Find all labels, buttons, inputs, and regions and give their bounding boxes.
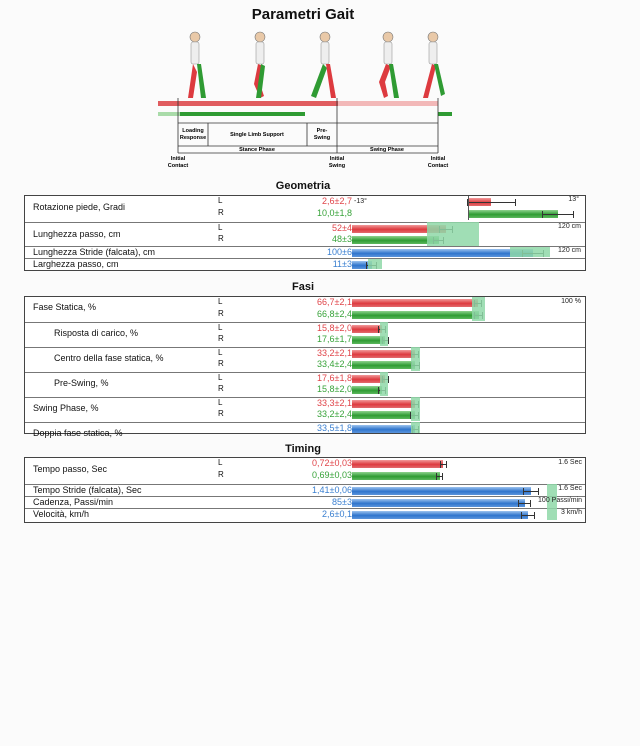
- walking-figure-icon: [254, 32, 265, 98]
- error-bar: [542, 214, 574, 215]
- row-plot: [352, 458, 585, 470]
- zero-line: [468, 196, 469, 220]
- side-label: L: [218, 373, 223, 382]
- row-value: 10,0±1,8: [317, 208, 352, 218]
- row-value: 33,2±2,1: [317, 348, 352, 358]
- row-label: Lunghezza Stride (falcata), cm: [33, 247, 156, 257]
- data-row: [25, 384, 585, 396]
- row-value: 100±6: [327, 247, 352, 257]
- timing-panel: [24, 457, 586, 523]
- row-label: Risposta di carico, %: [54, 328, 139, 338]
- normal-band: [380, 372, 388, 396]
- swing-phase-label: Swing Phase: [370, 147, 404, 153]
- side-label: R: [218, 384, 224, 393]
- left-swing-bar: [338, 101, 438, 106]
- section-title-fasi: Fasi: [291, 281, 314, 293]
- normal-band: [368, 259, 382, 269]
- scale-max-label: 100 %: [561, 298, 581, 305]
- bar-right: [352, 411, 415, 419]
- section-title-geometria: Geometria: [275, 180, 331, 192]
- side-label: L: [218, 458, 223, 467]
- side-label: L: [218, 223, 223, 232]
- walking-figure-icon: [188, 32, 206, 98]
- data-row: [25, 258, 585, 271]
- scale-min-label: -13°: [354, 198, 367, 205]
- row-value: 33,4±2,4: [317, 359, 352, 369]
- right-stance-bar: [180, 112, 305, 116]
- row-value: 0,69±0,03: [312, 470, 352, 480]
- row-plot: [352, 259, 585, 271]
- phase-loading-response-label: Loading Response: [179, 128, 207, 141]
- data-row: [25, 508, 585, 521]
- bar-left: [352, 400, 415, 408]
- data-row: [25, 470, 585, 482]
- data-row: [25, 334, 585, 346]
- row-label: Doppia fase statica, %: [33, 428, 123, 438]
- side-label: R: [218, 359, 224, 368]
- side-label: R: [218, 208, 224, 217]
- event-initial-swing-label: Initial Swing: [328, 156, 346, 169]
- data-row: [25, 297, 585, 312]
- row-plot: [352, 470, 585, 482]
- normal-band: [472, 297, 484, 321]
- row-value: 33,2±2,4: [317, 409, 352, 419]
- data-row: [25, 409, 585, 421]
- side-label: L: [218, 323, 223, 332]
- scale-max-label: 120 cm: [558, 223, 581, 230]
- row-value: 2,6±2,7: [322, 196, 352, 206]
- bar-both: [352, 487, 531, 495]
- data-row: [25, 359, 585, 371]
- row-value: 15,8±2,0: [317, 384, 352, 394]
- row-label: Lunghezza passo, cm: [33, 229, 121, 239]
- side-label: L: [218, 196, 223, 205]
- error-bar: [440, 464, 448, 465]
- scale-max-label: 3 km/h: [560, 509, 582, 516]
- normal-band: [411, 347, 420, 371]
- data-row: [25, 196, 585, 212]
- bar-right: [352, 236, 439, 244]
- normal-band: [380, 322, 388, 346]
- side-label: L: [218, 398, 223, 407]
- row-value: 2,6±0,1: [322, 509, 352, 519]
- row-value: 11±3: [332, 259, 352, 269]
- row-label: Rotazione piede, Gradi: [33, 202, 126, 212]
- data-row: [25, 234, 585, 246]
- bar-left: [352, 350, 415, 358]
- row-label: Larghezza passo, cm: [33, 259, 119, 269]
- bar-right: [352, 361, 415, 369]
- fasi-panel: [24, 296, 586, 438]
- row-value: 15,8±2,0: [317, 323, 352, 333]
- normal-band: [411, 422, 420, 433]
- side-label: L: [218, 348, 223, 357]
- row-value: 0,72±0,03: [312, 458, 352, 468]
- phase-single-limb-label: Single Limb Support: [230, 132, 284, 138]
- row-value: 17,6±1,7: [317, 334, 352, 344]
- walking-figure-icon: [311, 32, 336, 98]
- row-value: 85±3: [332, 497, 352, 507]
- normal-band: [427, 222, 479, 246]
- normal-band: [510, 247, 550, 257]
- row-plot: [352, 359, 585, 371]
- event-initial-contact-2-label: Initial Contact: [427, 156, 449, 169]
- data-row: [25, 208, 585, 220]
- bar-both: [352, 249, 533, 257]
- side-label: R: [218, 334, 224, 343]
- side-label: R: [218, 234, 224, 243]
- row-value: 66,8±2,4: [317, 309, 352, 319]
- walking-figure-icon: [423, 32, 445, 98]
- side-label: L: [218, 297, 223, 306]
- error-bar: [521, 515, 535, 516]
- phase-preswing-label: Pre-Swing: [313, 128, 331, 141]
- scale-max-label: 1.6 Sec: [558, 485, 582, 492]
- row-plot: [352, 423, 585, 435]
- row-plot: [352, 297, 585, 309]
- page-title: Parametri Gait: [251, 6, 355, 23]
- row-plot: [352, 309, 585, 321]
- geometria-panel: [24, 195, 586, 271]
- error-bar: [467, 202, 516, 203]
- left-stance-bar: [158, 101, 338, 106]
- row-label: Cadenza, Passi/min: [33, 497, 114, 507]
- scale-max-label: 1.6 Sec: [558, 459, 582, 466]
- row-plot: [352, 409, 585, 421]
- scale-max-label: 100 Passi/min: [538, 497, 582, 504]
- row-value: 33,3±2,1: [317, 398, 352, 408]
- error-bar: [523, 491, 538, 492]
- side-label: R: [218, 409, 224, 418]
- row-value: 48±3: [332, 234, 352, 244]
- bar-both: [352, 425, 415, 433]
- row-value: 17,6±1,8: [317, 373, 352, 383]
- row-label: Pre-Swing, %: [54, 378, 109, 388]
- bar-both: [352, 511, 528, 519]
- row-label: Fase Statica, %: [33, 302, 97, 312]
- row-label: Swing Phase, %: [33, 403, 99, 413]
- row-value: 33,5±1,8: [317, 423, 352, 433]
- row-value: 52±4: [332, 223, 352, 233]
- walking-figures: [188, 32, 445, 98]
- row-label: Centro della fase statica, %: [54, 353, 164, 363]
- data-row: [25, 458, 585, 474]
- bar-right: [352, 311, 479, 319]
- scale-max-label: 13°: [568, 196, 579, 203]
- event-initial-contact-label: Initial Contact: [167, 156, 189, 169]
- scale-max-label: 120 cm: [558, 247, 581, 254]
- row-value: 1,41±0,06: [312, 485, 352, 495]
- right-stance-end-bar: [438, 112, 452, 116]
- bar-left: [352, 299, 478, 307]
- bar-right: [352, 472, 440, 480]
- bar-both: [352, 499, 525, 507]
- row-label: Velocità, km/h: [33, 509, 90, 519]
- normal-band: [411, 397, 420, 421]
- side-label: R: [218, 470, 224, 479]
- error-bar: [436, 476, 444, 477]
- section-title-timing: Timing: [285, 443, 321, 455]
- bar-left: [352, 460, 443, 468]
- walking-figure-icon: [379, 32, 399, 98]
- side-label: R: [218, 309, 224, 318]
- data-row: [25, 309, 585, 321]
- row-label: Tempo passo, Sec: [33, 464, 108, 474]
- stance-phase-label: Stance Phase: [239, 147, 275, 153]
- gait-cycle-diagram: [150, 28, 455, 173]
- row-label: Tempo Stride (falcata), Sec: [33, 485, 142, 495]
- error-bar: [518, 503, 530, 504]
- right-swing-start-bar: [158, 112, 180, 116]
- data-row: [25, 422, 585, 438]
- row-value: 66,7±2,1: [317, 297, 352, 307]
